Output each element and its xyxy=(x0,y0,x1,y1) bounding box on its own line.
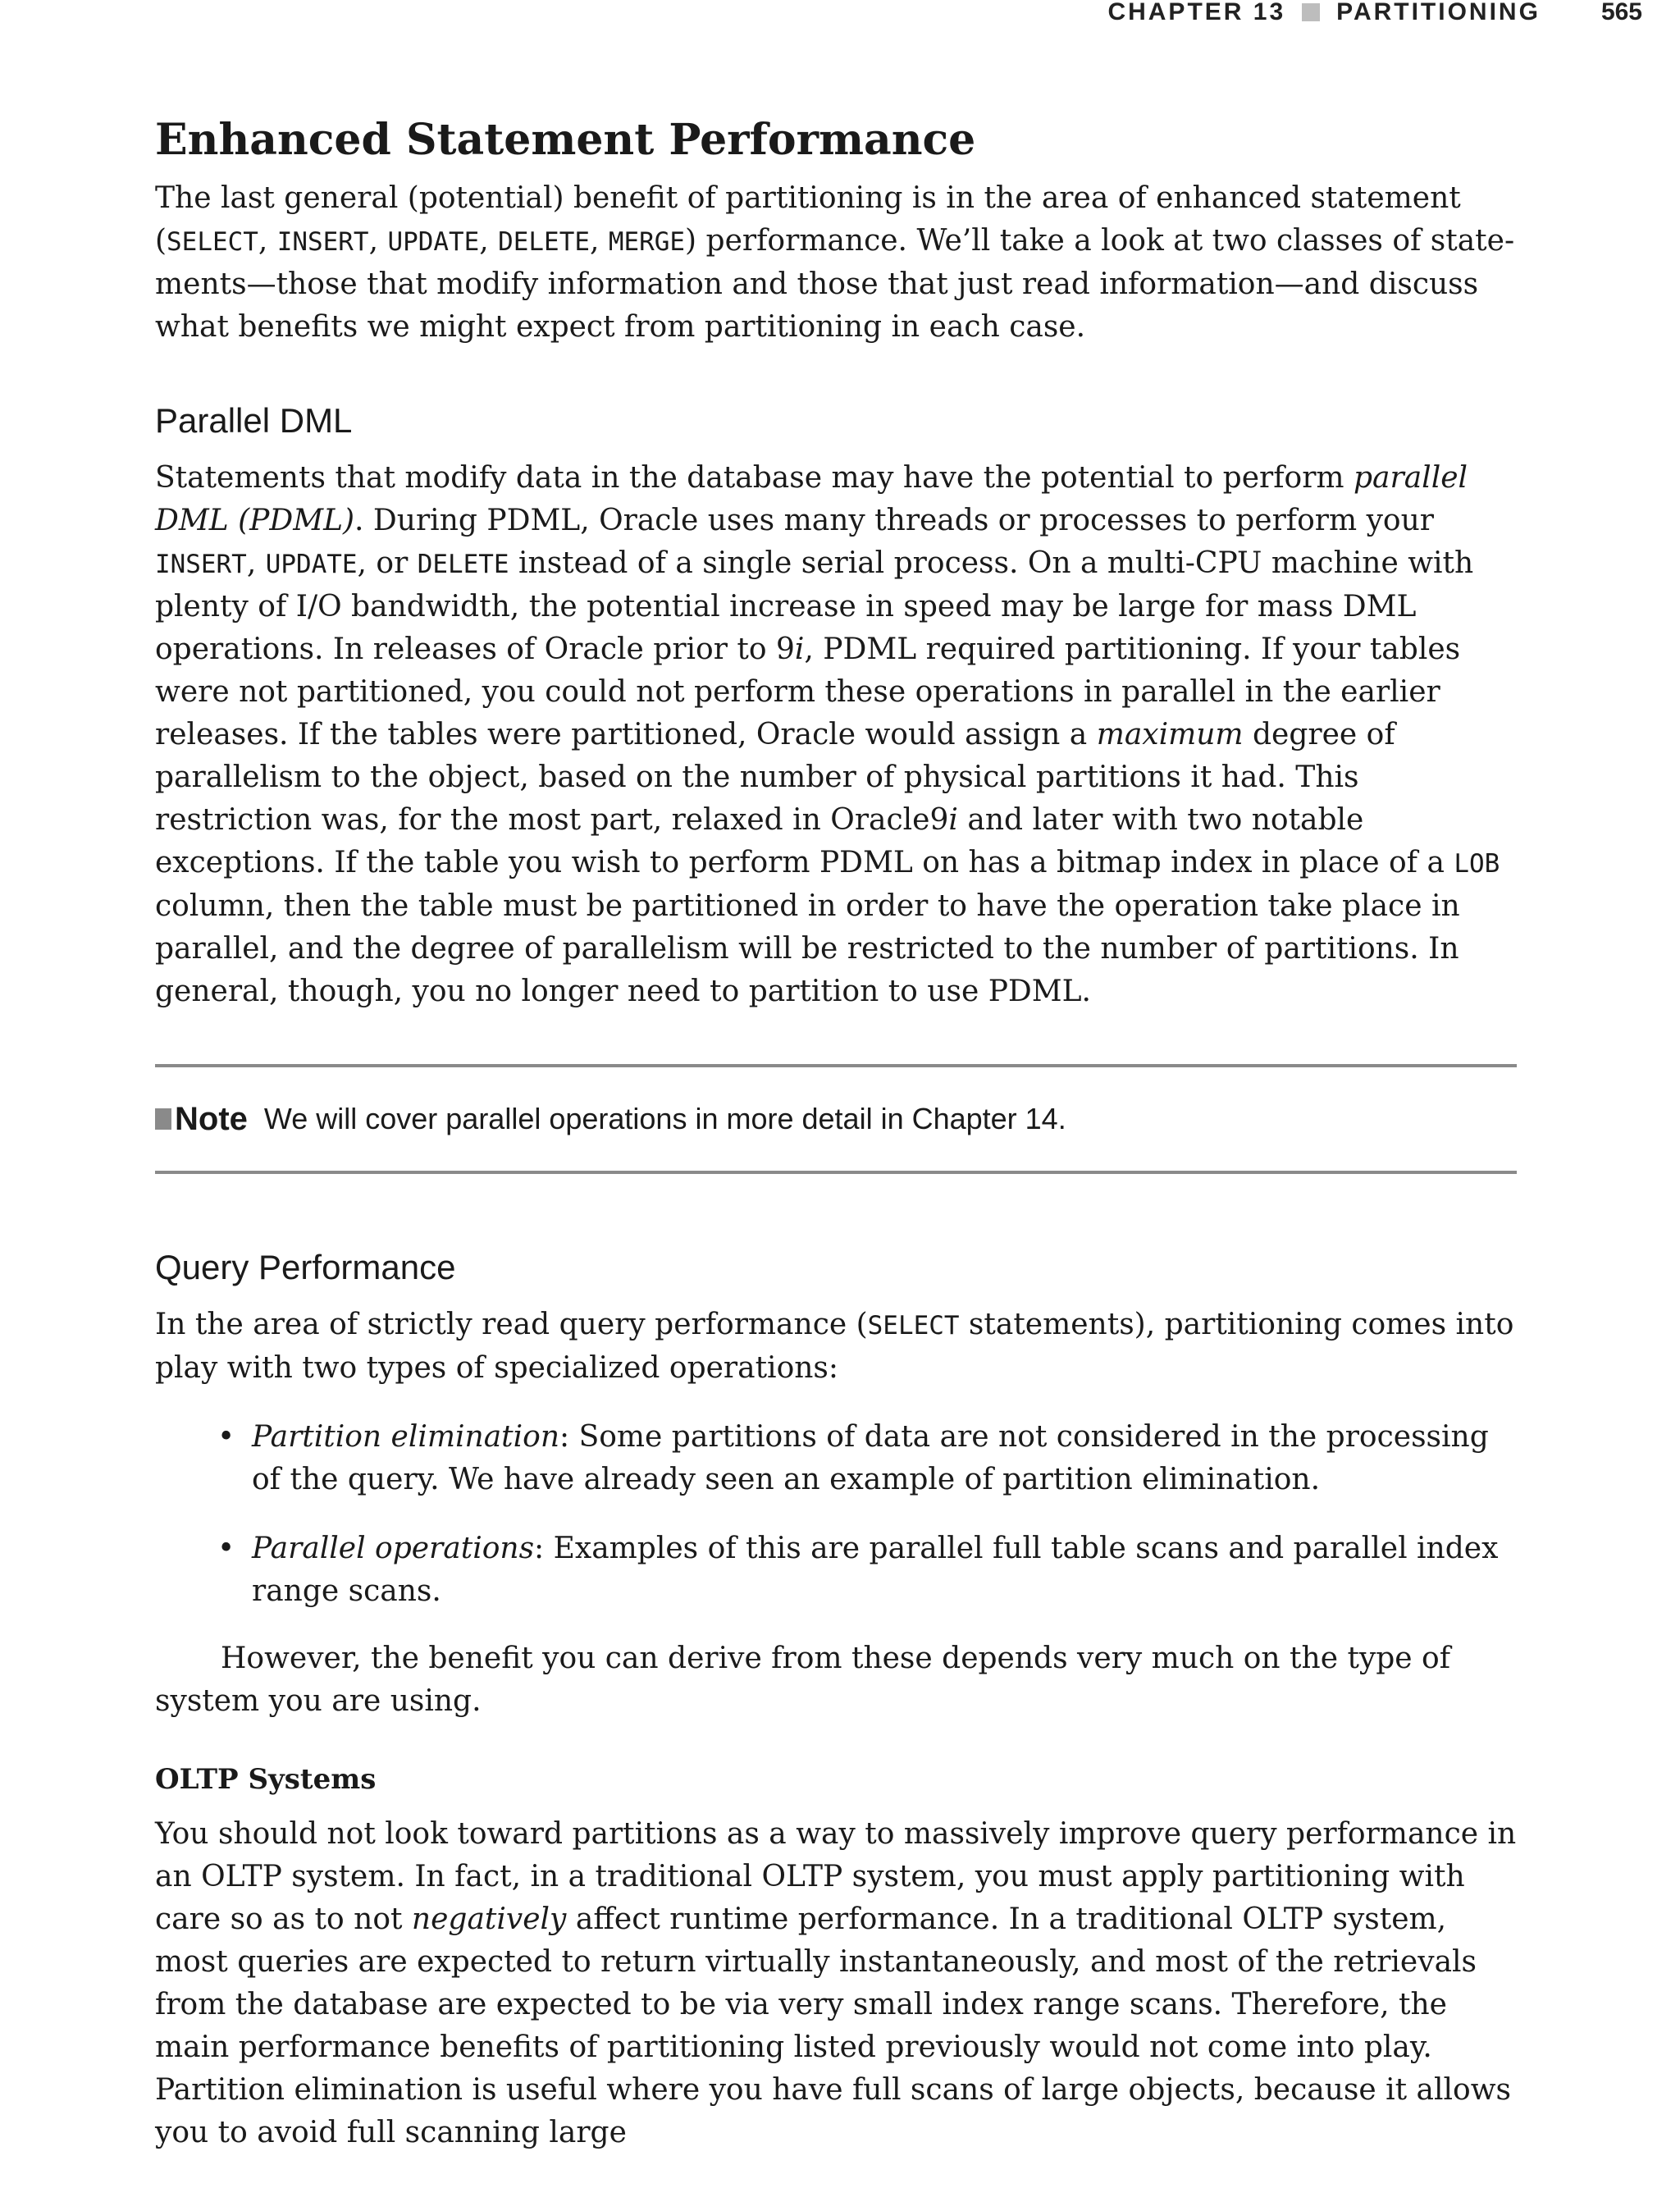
emphasis-text: maximum xyxy=(1096,718,1244,751)
emphasis-text: i xyxy=(794,633,805,666)
text-run: . During PDML, Oracle uses many threads or processes to perform your xyxy=(354,504,1434,537)
list-item xyxy=(217,1416,1517,1501)
text-run: , xyxy=(246,546,266,580)
text-run: Statements that modify data in the database may have the potential to perform xyxy=(155,461,1354,495)
operations-list xyxy=(155,1416,1517,1613)
note-label: Note xyxy=(175,1100,248,1137)
code-term: LOB xyxy=(1454,849,1500,879)
parallel-dml-paragraph xyxy=(155,457,1517,1013)
text-run: ( xyxy=(155,224,167,258)
code-term: SELECT xyxy=(167,227,258,257)
code-term: DELETE xyxy=(417,550,509,579)
code-term: MERGE xyxy=(608,227,686,257)
code-term: UPDATE xyxy=(265,550,358,579)
section-label: PARTITIONING xyxy=(1336,0,1541,25)
text-run: instead of a single serial process. On a multi-CPU machine with plenty of I/O bandwidth, the potential increase in speed may be large for mass DML operations. In releases of Oracle prior to 9 xyxy=(155,546,1474,666)
bullet-icon: • xyxy=(217,1420,235,1454)
parallel-dml-heading: Parallel DML xyxy=(155,401,353,440)
text-run: In the area of strictly read query performance ( xyxy=(155,1308,868,1341)
emphasis-text: negatively xyxy=(411,1902,567,1936)
text-run: and later with two notable exceptions. If the table you wish to perform PDML on has a bitmap index in place of a xyxy=(155,803,1454,879)
list-item-text: : Some partitions of data are not considered in the processing of the query. We have already seen an example of partition elimination. xyxy=(252,1420,1489,1496)
code-term: INSERT xyxy=(155,550,247,579)
query-performance-heading: Query Performance xyxy=(155,1248,456,1286)
query-performance-after: However, the benefit you can derive from these depends very much on the type of system you are using. xyxy=(155,1642,1451,1718)
text-run: statements), partitioning comes into play with two types of specialized operations: xyxy=(155,1308,1514,1385)
code-term: SELECT xyxy=(867,1311,960,1341)
code-term: DELETE xyxy=(498,227,590,257)
query-performance-intro xyxy=(155,1304,1517,1390)
note-square-icon xyxy=(155,1108,171,1130)
text-run: ) performance. We’ll take a look at two classes of state-ments—those that modify information and those that just read information—and discuss what benefits we might expect from partitioning in each case. xyxy=(155,224,1515,344)
list-item-text: : Examples of this are parallel full table scans and parallel index range scans. xyxy=(252,1532,1499,1608)
list-item xyxy=(217,1528,1517,1613)
note-box xyxy=(155,1064,1517,1174)
list-item-term: Parallel operations xyxy=(252,1532,535,1565)
running-head xyxy=(1107,0,1642,25)
intro-paragraph xyxy=(155,177,1517,349)
page-number: 565 xyxy=(1600,0,1642,25)
text-run: You should not look toward partitions as a way to massively improve query performance in an OLTP system. In fact, in a traditional OLTP system, you must apply partitioning with care so as to not xyxy=(155,1817,1517,1936)
note-text: We will cover parallel operations in more detail in Chapter 14. xyxy=(263,1102,1066,1135)
text-run: , xyxy=(368,224,388,258)
oltp-paragraph xyxy=(155,1813,1517,2154)
text-run: degree of parallelism to the object, based on the number of physical partitions it had. This restriction was, for the most part, relaxed in Oracle9 xyxy=(155,718,1395,837)
code-term: UPDATE xyxy=(387,227,480,257)
header-square-icon xyxy=(1302,3,1320,21)
list-item-term: Partition elimination xyxy=(252,1420,560,1454)
page-content xyxy=(155,112,1517,2154)
text-run: column, then the table must be partitioned in order to have the operation take place in parallel, and the degree of parallelism will be restricted to the number of partitions. In general, though, you no longer need to partition to use PDML. xyxy=(155,889,1460,1008)
text-run: , or xyxy=(357,546,418,580)
text-run: , xyxy=(589,224,609,258)
emphasis-text: parallel DML (PDML) xyxy=(155,461,1468,537)
emphasis-text: i xyxy=(948,803,958,837)
text-run: , xyxy=(479,224,499,258)
bullet-icon: • xyxy=(217,1532,235,1565)
code-term: INSERT xyxy=(276,227,369,257)
chapter-label: CHAPTER 13 xyxy=(1107,0,1286,25)
oltp-heading: OLTP Systems xyxy=(155,1763,377,1796)
section-title: Enhanced Statement Performance xyxy=(155,115,976,165)
text-run: , PDML required partitioning. If your tables were not partitioned, you could not perform these operations in parallel in the earlier releases. If the tables were partitioned, Oracle would assign a xyxy=(155,633,1461,751)
text-run: affect runtime performance. In a traditional OLTP system, most queries are expected to return virtually instantaneously, and most of the retrievals from the database are expected to be via very small index range scans. Therefore, the main performance benefits of partitioning listed previously would not come into play. Partition elimination is useful where you have full scans of large objects, because it allows you to avoid full scanning large xyxy=(155,1902,1511,2149)
text-run: , xyxy=(258,224,277,258)
text-run: The last general (potential) benefit of partitioning is in the area of enhanced statement xyxy=(155,181,1461,215)
